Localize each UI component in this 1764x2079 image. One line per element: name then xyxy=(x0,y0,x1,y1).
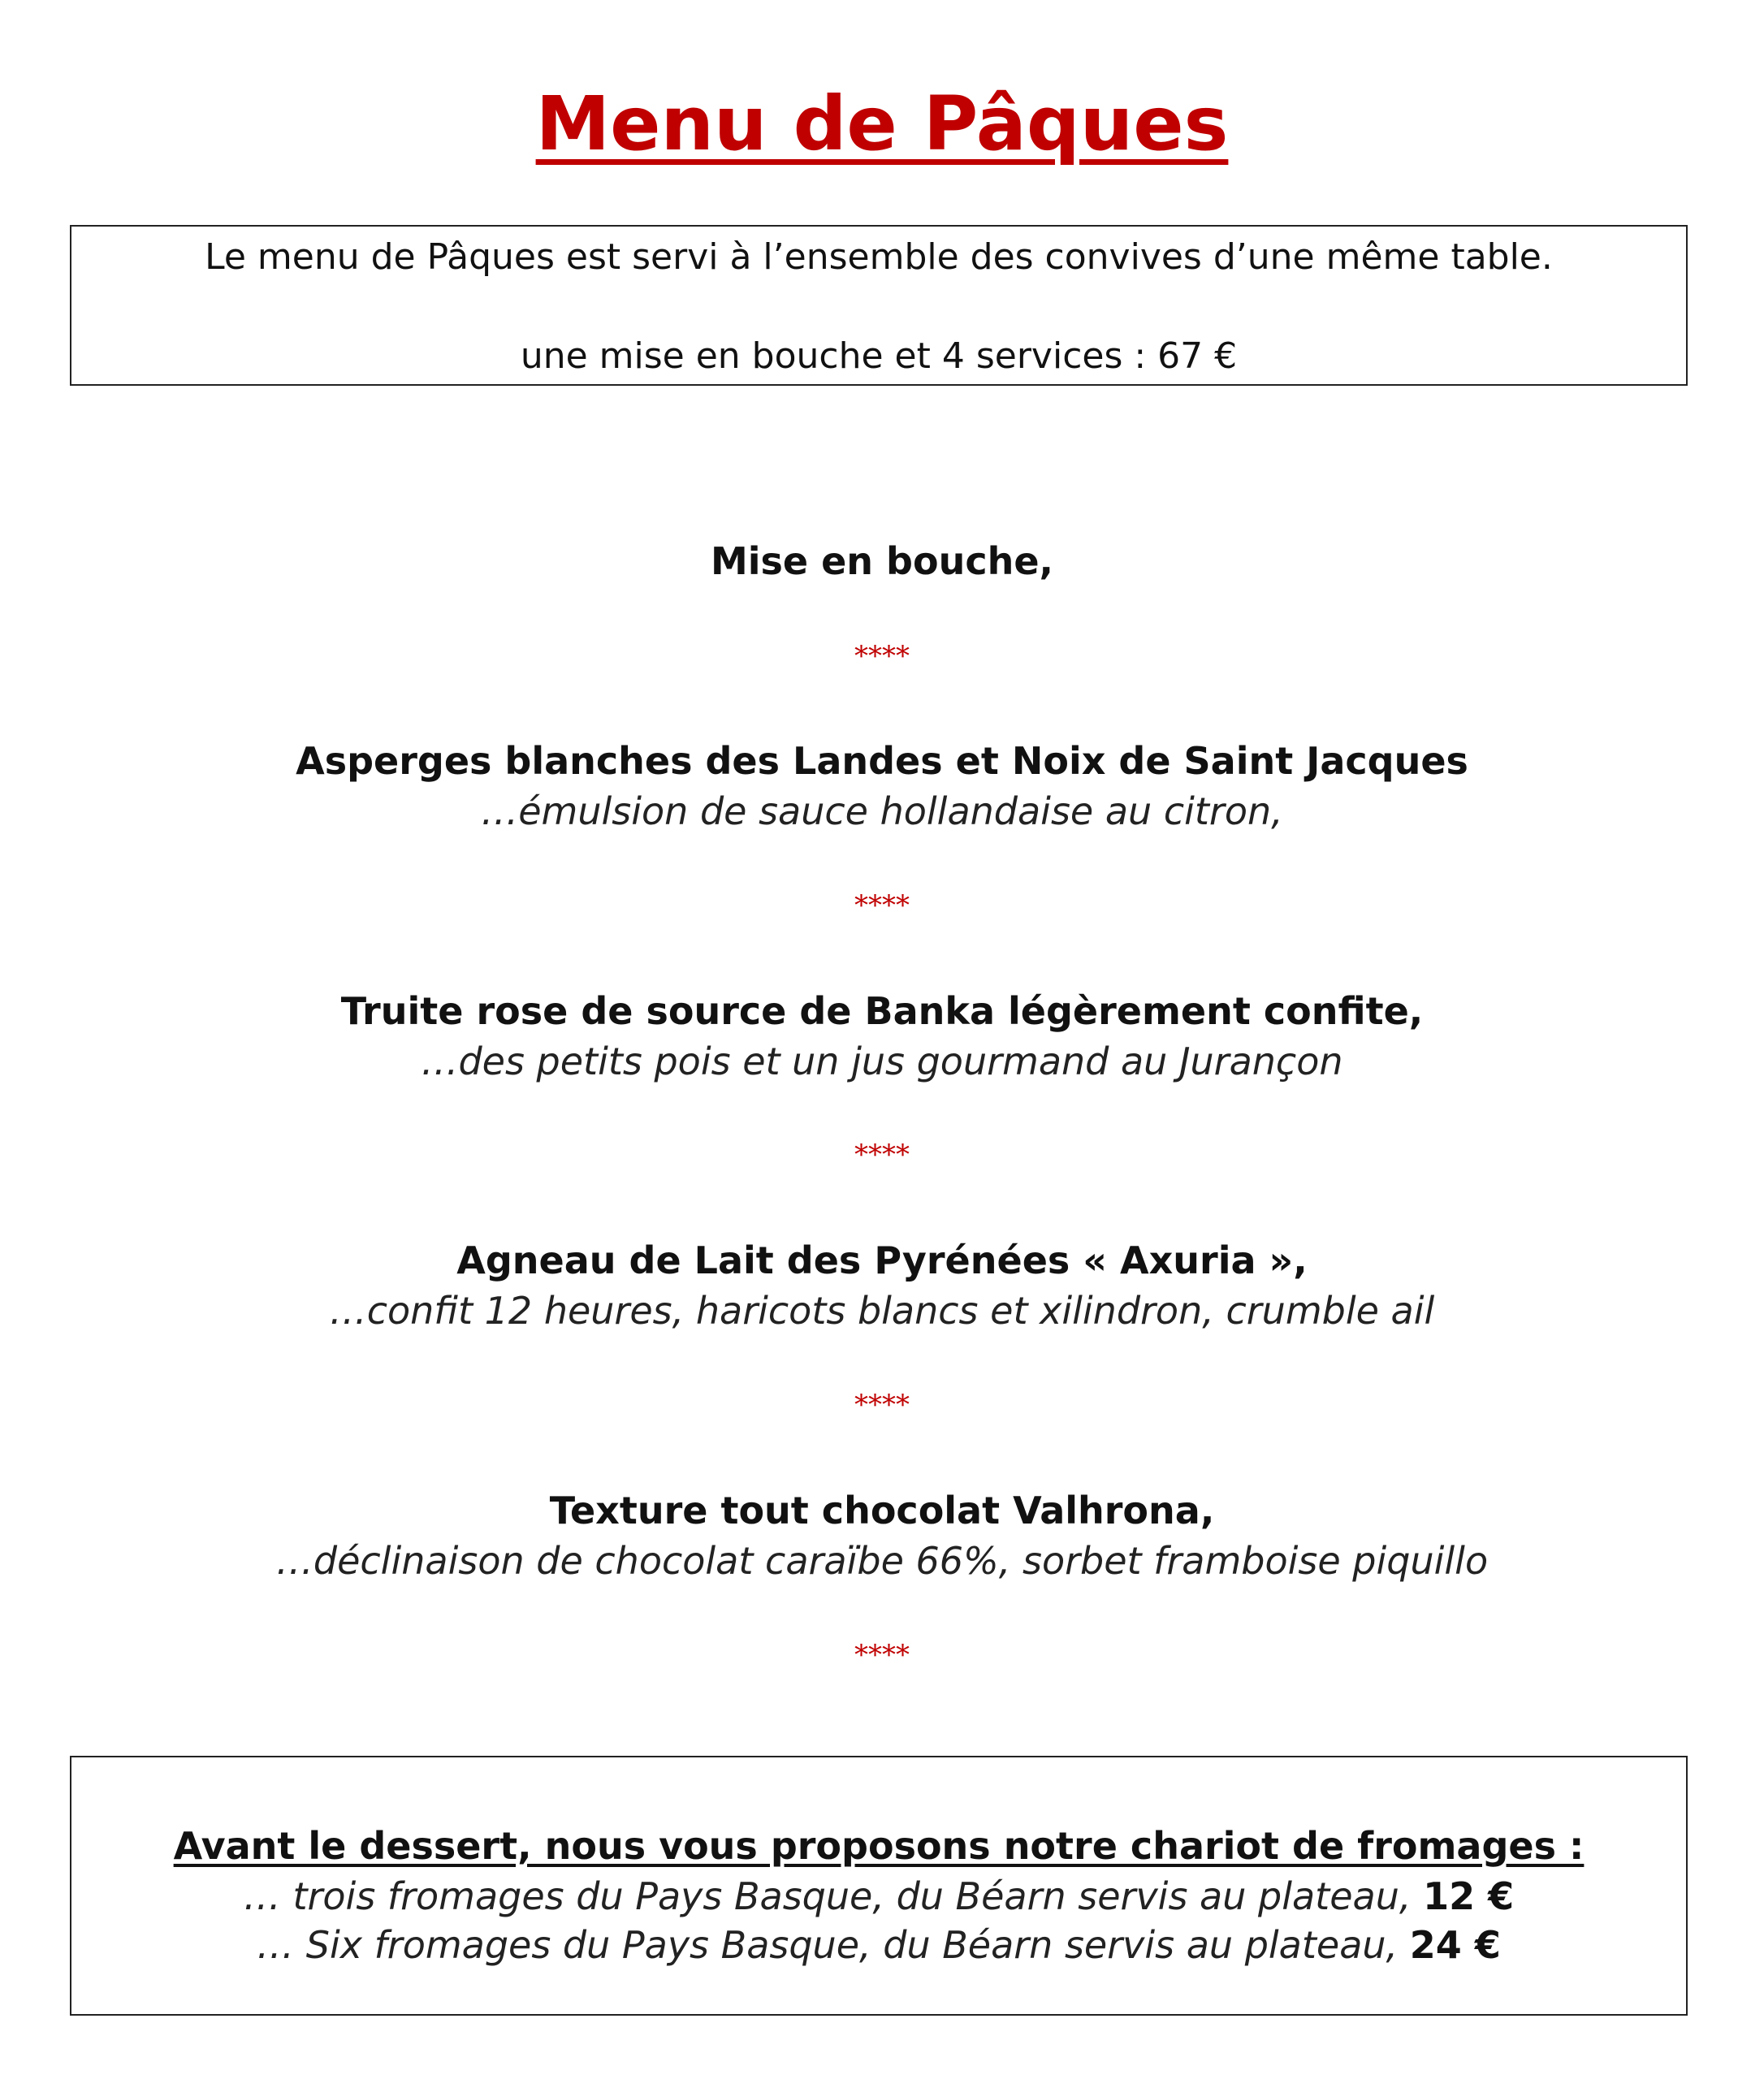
intro-text: Le menu de Pâques est servi à l’ensemble des convives d’une même table. xyxy=(205,236,1553,278)
course-description: …déclinaison de chocolat caraïbe 66%, sorbet framboise piquillo xyxy=(275,1539,1489,1583)
course-main xyxy=(0,1235,1764,1336)
course-fish xyxy=(0,986,1764,1087)
menu-price-text: une mise en bouche et 4 services : 67 € xyxy=(520,335,1238,377)
separator: **** xyxy=(854,640,910,672)
cheese-heading: Avant le dessert, nous vous proposons notre chariot de fromages : xyxy=(173,1824,1585,1868)
intro-box xyxy=(70,225,1688,386)
cheese-option-description: … Six fromages du Pays Basque, du Béarn servis au plateau, xyxy=(257,1923,1399,1967)
cheese-option-description: … trois fromages du Pays Basque, du Béarn servis au plateau, xyxy=(243,1874,1412,1918)
cheese-option xyxy=(71,1871,1686,1921)
course-name: Asperges blanches des Landes et Noix de Saint Jacques xyxy=(296,739,1468,783)
separator: **** xyxy=(854,1139,910,1171)
course-name: Mise en bouche, xyxy=(710,539,1054,583)
cheese-option xyxy=(71,1920,1686,1970)
course-description: …émulsion de sauce hollandaise au citron, xyxy=(481,789,1283,833)
course-description: …des petits pois et un jus gourmand au Jurançon xyxy=(421,1040,1343,1083)
separator: **** xyxy=(854,1639,910,1671)
course-starter xyxy=(0,736,1764,836)
course-name: Agneau de Lait des Pyrénées « Axuria », xyxy=(456,1238,1308,1282)
page-title: Menu de Pâques xyxy=(535,80,1229,167)
separator: **** xyxy=(854,889,910,922)
cheese-option-price: 12 € xyxy=(1423,1874,1515,1918)
course-name: Texture tout chocolat Valhrona, xyxy=(549,1489,1215,1532)
course-name: Truite rose de source de Banka légèrement confite, xyxy=(340,989,1424,1033)
course-amuse-bouche xyxy=(0,536,1764,586)
separator: **** xyxy=(854,1389,910,1421)
course-description: …confit 12 heures, haricots blancs et xilindron, crumble ail xyxy=(329,1289,1435,1333)
cheese-box xyxy=(70,1756,1688,2016)
cheese-option-price: 24 € xyxy=(1409,1923,1501,1967)
course-dessert xyxy=(0,1485,1764,1586)
